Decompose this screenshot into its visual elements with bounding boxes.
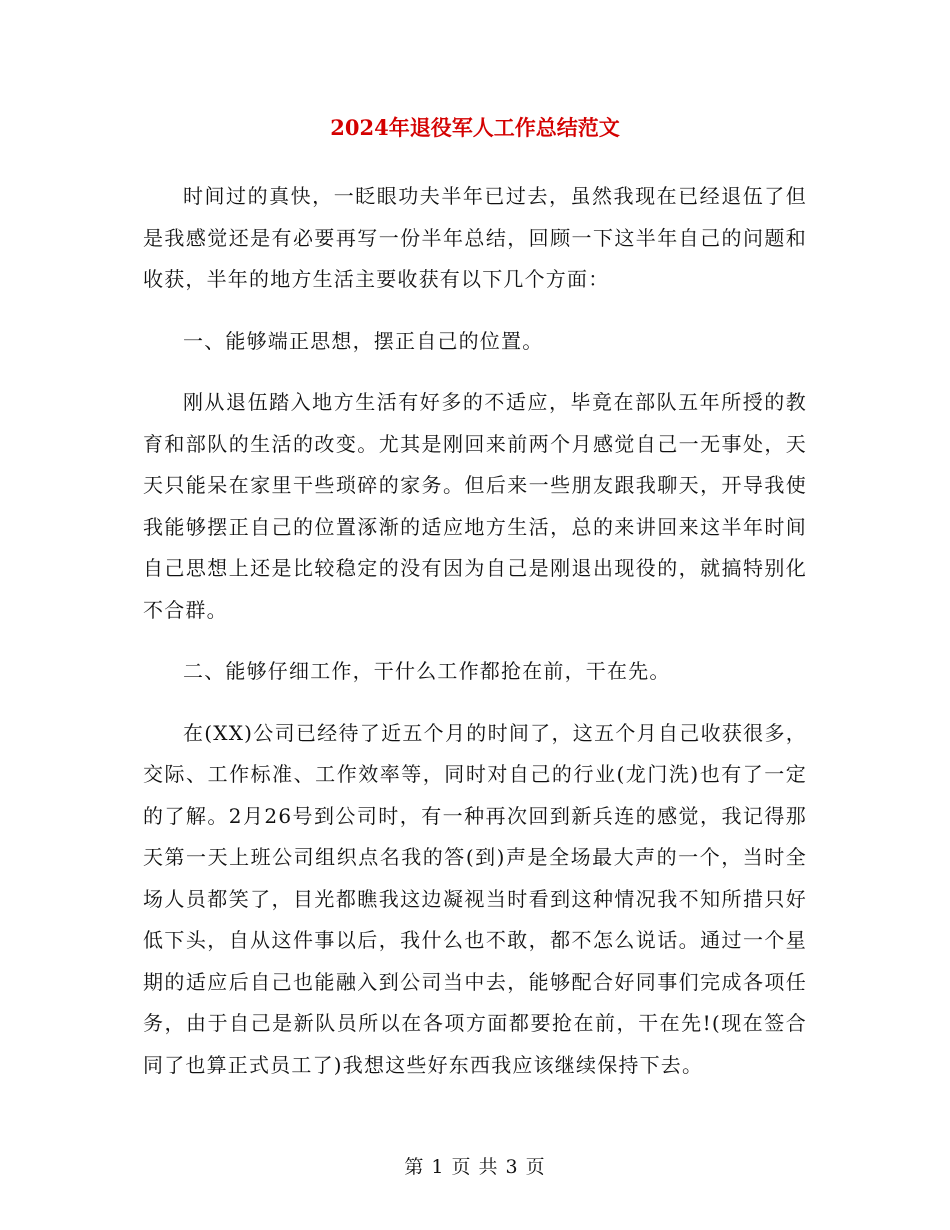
section-heading-2: 二、能够仔细工作，干什么工作都抢在前，干在先。 bbox=[183, 659, 671, 683]
document-body bbox=[143, 176, 807, 1106]
document-title: 2024年退役军人工作总结范文 bbox=[330, 115, 620, 140]
paragraph-section-2: 在(XX)公司已经待了近五个月的时间了，这五个月自己收获很多，交际、工作标准、工作效率等，同时对自己的行业(龙门洗)也有了一定的了解。2月26号到公司时，有一种再次回到新兵连的感觉，我记得那天第一天上班公司组织点名我的答(到)声是全场最大声的一个，当时全场人员都笑了，目光都瞧我这边凝视当时看到这种情况我不知所措只好低下头，自从这件事以后，我什么也不敢，都不怎么说话。通过一个星期的适应后自己也能融入到公司当中去，能够配合好同事们完成各项任务，由于自己是新队员所以在各项方面都要抢在前，干在先!(现在签合同了也算正式员工了)我想这些好东西我应该继续保持下去。 bbox=[143, 720, 807, 1077]
paragraph-section-1: 刚从退伍踏入地方生活有好多的不适应，毕竟在部队五年所授的教育和部队的生活的改变。尤其是刚回来前两个月感觉自己一无事处，天天只能呆在家里干些琐碎的家务。但后来一些朋友跟我聊天，开导我使我能够摆正自己的位置涿渐的适应地方生活，总的来讲回来这半年时间自己思想上还是比较稳定的没有因为自己是刚退出现役的，就搞特别化不合群。 bbox=[143, 390, 807, 622]
section-heading-1: 一、能够端正思想，摆正自己的位置。 bbox=[183, 328, 544, 353]
page-footer: 第 1 页 共 3 页 bbox=[404, 1156, 546, 1178]
paragraph-intro: 时间过的真快，一眨眼功夫半年已过去，虽然我现在已经退伍了但是我感觉还是有必要再写一份半年总结，回顾一下这半年自己的问题和收获，半年的地方生活主要收获有以下几个方面： bbox=[143, 184, 807, 291]
